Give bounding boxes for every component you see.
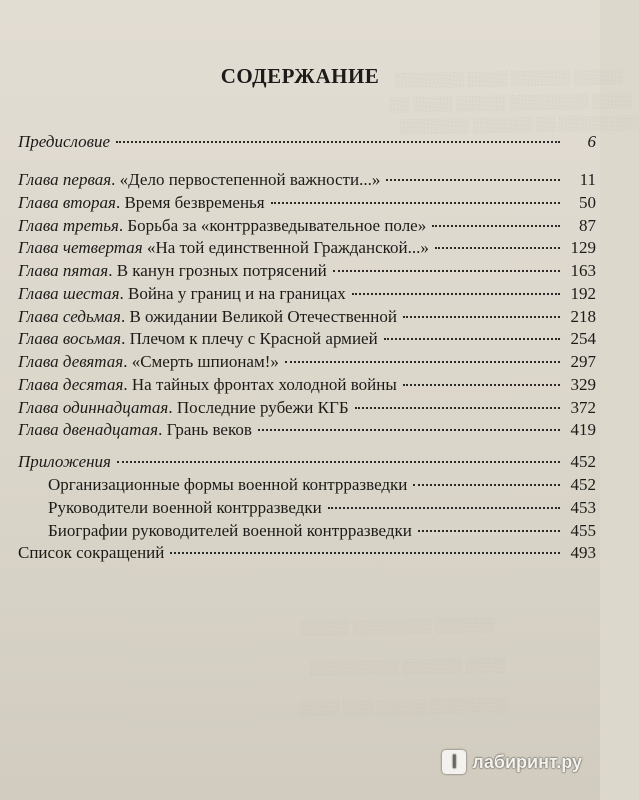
- chapter-title: Последние рубежи КГБ: [176, 398, 349, 417]
- toc-entry-chapter[interactable]: [18, 170, 596, 192]
- page-number: 493: [570, 543, 596, 562]
- chapter-title: Плечом к плечу с Красной армией: [129, 329, 378, 348]
- entry-label: Список сокращений: [18, 543, 165, 562]
- chapter-title: В канун грозных потрясений: [116, 261, 327, 280]
- chapter-separator: .: [118, 216, 128, 235]
- dot-leader: [170, 552, 560, 554]
- watermark-text: лабиринт.ру: [472, 751, 582, 772]
- bleed-through-text: ░░░░░░░░ ░░░░░ ░░░ ░░░░: [299, 698, 509, 717]
- page-number: 455: [570, 521, 596, 540]
- entry-label: Организационные формы военной контрразведки: [48, 475, 408, 494]
- toc-entry-chapter[interactable]: [18, 398, 596, 420]
- dot-leader: [258, 429, 560, 431]
- bleed-through-text: ░░░░░░░░ ░░ ░░░░░░ ░░░░░░░: [399, 115, 639, 136]
- bleed-through-text: ░░░░ ░░░░░░░░ ░░░░░ ░░░░ ░░: [389, 93, 633, 114]
- chapter-separator: .: [115, 193, 125, 212]
- page-number: 453: [570, 498, 596, 517]
- chapter-title: «Смерть шпионам!»: [131, 352, 279, 371]
- page-number: 87: [579, 216, 596, 235]
- labirint-logo-icon: l: [442, 750, 466, 774]
- entry-label: Руководители военной контрразведки: [48, 498, 322, 517]
- chapter-title: Время безвременья: [124, 193, 265, 212]
- entry-label: Предисловие: [18, 132, 111, 151]
- page-number: 163: [570, 261, 596, 280]
- dot-leader: [403, 384, 560, 386]
- toc-entry-chapter[interactable]: [18, 193, 596, 215]
- page-number: 192: [570, 284, 596, 303]
- chapter-prefix: Глава седьмая: [18, 307, 121, 326]
- toc-entry-chapter[interactable]: [18, 216, 596, 238]
- page-number: 419: [570, 420, 596, 439]
- bleed-through-text: ░░░░░░ ░░░░░░░░ ░░░░░: [299, 618, 496, 637]
- dot-leader: [116, 141, 560, 143]
- toc-entry-appendix-item[interactable]: [48, 498, 596, 520]
- chapter-separator: .: [108, 261, 117, 280]
- page-number: 6: [587, 132, 596, 151]
- toc-entry-appendix-item[interactable]: [48, 521, 596, 543]
- page-number: 452: [570, 475, 596, 494]
- bleed-through-text: ░░░░░ ░░░░░░ ░░░░ ░░░░░░░: [394, 70, 624, 89]
- entry-label: Приложения: [18, 452, 111, 471]
- page-number: 11: [579, 170, 596, 189]
- chapter-title: Борьба за «контрразведывательное поле»: [127, 216, 427, 235]
- dot-leader: [333, 270, 560, 272]
- page-number: 129: [570, 238, 596, 257]
- dot-leader: [328, 507, 560, 509]
- dot-leader: [352, 293, 560, 295]
- page-number: 50: [579, 193, 596, 212]
- page-number: 297: [570, 352, 596, 371]
- page-number: 218: [570, 307, 596, 326]
- chapter-separator: .: [119, 284, 128, 303]
- chapter-prefix: Глава шестая: [18, 284, 120, 303]
- toc-entry-chapter[interactable]: [18, 238, 596, 260]
- toc-entry-chapter[interactable]: [18, 284, 596, 306]
- toc-entry-chapter[interactable]: [18, 307, 596, 329]
- chapter-title: На тайных фронтах холодной войны: [131, 375, 397, 394]
- chapter-separator: .: [121, 329, 130, 348]
- toc-entry-preface[interactable]: [18, 132, 596, 154]
- dot-leader: [432, 225, 560, 227]
- dot-leader: [384, 338, 560, 340]
- toc-entry-chapter[interactable]: [18, 329, 596, 351]
- toc-entry-chapter[interactable]: [18, 352, 596, 374]
- chapter-prefix: Глава первая: [18, 170, 112, 189]
- dot-leader: [413, 484, 560, 486]
- bleed-through-text: ░░░░ ░░░░░░ ░░░░░░░░░: [309, 658, 506, 677]
- dot-leader: [435, 247, 560, 249]
- dot-leader: [271, 202, 560, 204]
- dot-leader: [355, 407, 560, 409]
- chapter-separator: .: [111, 170, 120, 189]
- toc-entry-abbreviations[interactable]: [18, 543, 596, 565]
- page-number: 329: [570, 375, 596, 394]
- page-number: 254: [570, 329, 596, 348]
- page-title: СОДЕРЖАНИЕ: [220, 64, 380, 88]
- chapter-prefix: Глава десятая: [18, 375, 124, 394]
- chapter-title: «Дело первостепенной важности...»: [119, 170, 381, 189]
- chapter-prefix: Глава пятая: [18, 261, 109, 280]
- chapter-prefix: Глава третья: [18, 216, 119, 235]
- chapter-prefix: Глава девятая: [18, 352, 124, 371]
- toc-entry-appendix[interactable]: [18, 452, 596, 474]
- page-number: 452: [570, 452, 596, 471]
- chapter-separator: .: [158, 420, 167, 439]
- chapter-prefix: Глава двенадцатая: [18, 420, 159, 439]
- dot-leader: [285, 361, 560, 363]
- chapter-title: Грань веков: [166, 420, 252, 439]
- dot-leader: [386, 179, 560, 181]
- chapter-separator: .: [120, 307, 130, 326]
- toc-entry-chapter[interactable]: [18, 420, 596, 442]
- chapter-prefix: Глава вторая: [18, 193, 116, 212]
- dot-leader: [403, 316, 560, 318]
- chapter-prefix: Глава одиннадцатая: [18, 398, 169, 417]
- toc-entry-appendix-item[interactable]: [48, 475, 596, 497]
- chapter-prefix: Глава четвертая: [18, 238, 143, 257]
- toc-entry-chapter[interactable]: [18, 375, 596, 397]
- chapter-title: «На той единственной Гражданской...»: [146, 238, 429, 257]
- dot-leader: [117, 461, 560, 463]
- entry-label: Биографии руководителей военной контрразведки: [48, 521, 412, 540]
- chapter-title: В ожидании Великой Отечественной: [129, 307, 397, 326]
- labirint-watermark: [442, 750, 582, 774]
- dot-leader: [418, 530, 560, 532]
- page-number: 372: [570, 398, 596, 417]
- chapter-separator: .: [123, 375, 132, 394]
- chapter-title: Война у границ и на границах: [128, 284, 346, 303]
- toc-entry-chapter[interactable]: [18, 261, 596, 283]
- chapter-prefix: Глава восьмая: [18, 329, 122, 348]
- chapter-separator: .: [168, 398, 177, 417]
- chapter-separator: .: [123, 352, 132, 371]
